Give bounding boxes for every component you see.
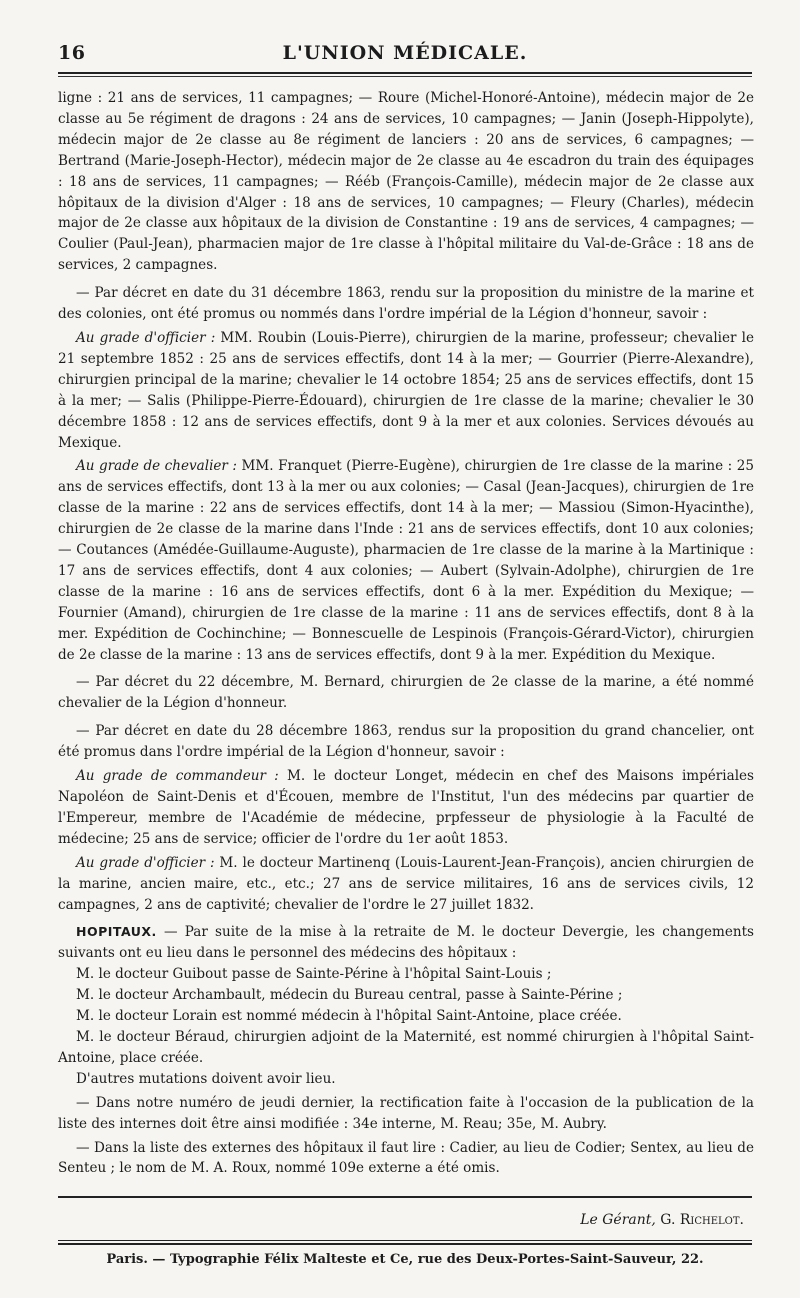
header-rule-thin xyxy=(58,76,752,77)
imprint-line: Paris. — Typographie Félix Malteste et Ce, rue des Deux-Portes-Saint-Sauveur, 22. xyxy=(106,1252,704,1267)
paragraph-bernard: — Par décret du 22 décembre, M. Bernard, chirurgien de 2e classe de la marine, a été nommé chevalier de la Légion d'honneur. xyxy=(58,674,754,712)
paragraph-guibout: M. le docteur Guibout passe de Sainte-Périne à l'hôpital Saint-Louis ; xyxy=(76,966,552,983)
paragraph-text: M. le docteur Longet, médecin en chef des Maisons impériales Napoléon de Saint-Denis et d'Écouen, membre de l'Institut, l'un des médecins par quartier de l'Empereur, membre de l'Académie de médecine, prpfesseur de physiologie à la Faculté de médecine; 25 ans de service; officier de l'ordre du 1er août 1853. xyxy=(58,768,754,847)
signature-role: Le Gérant, xyxy=(580,1212,656,1228)
signature xyxy=(580,1212,744,1228)
footer-rule xyxy=(58,1196,752,1198)
imprint-rule xyxy=(58,1243,752,1245)
paragraph-officier-martinenq xyxy=(58,853,754,916)
paragraph-text: — Par suite de la mise à la retraite de M. le docteur Devergie, les changements suivants ont eu lieu dans le personnel des médecins des hôpitaux : xyxy=(58,924,754,962)
grade-label: Au grade de commandeur : xyxy=(76,768,279,785)
section-label: HOPITAUX. xyxy=(76,924,157,940)
paragraph-commandeur xyxy=(58,766,754,850)
header-rule xyxy=(58,72,752,74)
paragraph-text: MM. Roubin (Louis-Pierre), chirurgien de la marine, professeur; chevalier le 21 septembre 1852 : 25 ans de services effectifs, dont 14 à la mer; — Gourrier (Pierre-Alexandre), chirurgien principal de la marine; chevalier le 14 octobre 1854; 25 ans de services effectifs, dont 15 à la mer; — Salis (Philippe-Pierre-Édouard), chirurgien de 1re classe de la marine; chevalier le 30 décembre 1858 : 12 ans de services effectifs, dont 9 à la mer et aux colonies. Services dévoués au Mexique. xyxy=(58,329,754,451)
grade-label: Au grade d'officier : xyxy=(76,854,215,871)
signature-name: G. Richelot. xyxy=(660,1212,744,1228)
paragraph-internes: — Dans notre numéro de jeudi dernier, la rectification faite à l'occasion de la publication de la liste des internes doit être ainsi modifiée : 34e interne, M. Reau; 35e, M. Aubry. xyxy=(58,1094,754,1132)
paragraph-chancelier-decree: — Par décret en date du 28 décembre 1863, rendus sur la proposition du grand chancelier, ont été promus dans l'ordre impérial de la Légion d'honneur, savoir : xyxy=(58,723,754,761)
paragraph-marine-officiers xyxy=(58,328,754,453)
article-body xyxy=(58,88,754,1179)
paragraph-marine-chevaliers xyxy=(58,456,754,665)
paragraph-military-list: ligne : 21 ans de services, 11 campagnes; — Roure (Michel-Honoré-Antoine), médecin major de 2e classe au 5e régiment de dragons : 24 ans de services, 10 campagnes; — Janin (Joseph-Hippolyte), médecin major de 2e classe au 8e régiment de lanciers : 20 ans de services, 6 campagnes; — Bertrand (Marie-Joseph-Hector), médecin major de 2e classe au 4e escadron du train des équipages : 18 ans de services, 11 campagnes; — Rééb (François-Camille), médecin major de 2e classe aux hôpitaux de la division d'Alger : 18 ans de services, 10 campagnes; — Fleury (Charles), médecin major de 2e classe aux hôpitaux de la division de Constantine : 19 ans de services, 4 campagnes; — Coulier (Paul-Jean), pharmacien major de 1re classe à l'hôpital militaire du Val-de-Grâce : 18 ans de services, 2 campagnes. xyxy=(58,90,754,274)
paragraph-hopitaux xyxy=(58,922,754,964)
paragraph-archambault: M. le docteur Archambault, médecin du Bureau central, passe à Sainte-Périne ; xyxy=(76,987,623,1004)
paragraph-lorain: M. le docteur Lorain est nommé médecin à l'hôpital Saint-Antoine, place créée. xyxy=(76,1008,622,1025)
paragraph-mutations: D'autres mutations doivent avoir lieu. xyxy=(76,1070,336,1087)
grade-label: Au grade de chevalier : xyxy=(76,458,237,475)
imprint-rule-thin xyxy=(58,1240,752,1241)
grade-label: Au grade d'officier : xyxy=(76,329,216,346)
paragraph-text: M. le docteur Martinenq (Louis-Laurent-Jean-François), ancien chirurgien de la marine, ancien maire, etc., etc.; 27 ans de service militaires, 16 ans de services civils, 12 campagnes, 2 ans de captivité; chevalier de l'ordre le 27 juillet 1832. xyxy=(58,854,754,913)
journal-title: L'UNION MÉDICALE. xyxy=(282,42,528,64)
page-header xyxy=(58,38,752,68)
paragraph-marine-decree: — Par décret en date du 31 décembre 1863, rendu sur la proposition du ministre de la marine et des colonies, ont été promus ou nommés dans l'ordre impérial de la Légion d'honneur, savoir : xyxy=(58,285,754,323)
paragraph-text: MM. Franquet (Pierre-Eugène), chirurgien de 1re classe de la marine : 25 ans de services effectifs, dont 13 à la mer ou aux colonies; — Casal (Jean-Jacques), chirurgien de 1re classe de la marine : 22 ans de services effectifs, dont 14 à la mer; — Massiou (Simon-Hyacinthe), chirurgien de 2e classe de la marine dans l'Inde : 21 ans de services effectifs, dont 10 aux colonies; — Coutances (Amédée-Guillaume-Auguste), pharmacien de 1re classe de la marine à la Martinique : 17 ans de services effectifs, dont 4 aux colonies; — Aubert (Sylvain-Adolphe), chirurgien de 1re classe de la marine : 16 ans de services effectifs, dont 6 à la mer. Expédition du Mexique; — Fournier (Amand), chirurgien de 1re classe de la marine : 11 ans de services effectifs, dont 8 à la mer. Expédition de Cochinchine; — Bonnescuelle de Lespinois (François-Gérard-Victor), chirurgien de 2e classe de la marine : 13 ans de services effectifs, dont 9 à la mer. Expédition du Mexique. xyxy=(58,458,754,663)
paragraph-externes: — Dans la liste des externes des hôpitaux il faut lire : Cadier, au lieu de Codier; Sentex, au lieu de Senteu ; le nom de M. A. Roux, nommé 109e externe a été omis. xyxy=(58,1139,754,1177)
paragraph-beraud: M. le docteur Béraud, chirurgien adjoint de la Maternité, est nommé chirurgien à l'hôpital Saint-Antoine, place créée. xyxy=(58,1028,754,1066)
page-number: 16 xyxy=(58,42,86,64)
